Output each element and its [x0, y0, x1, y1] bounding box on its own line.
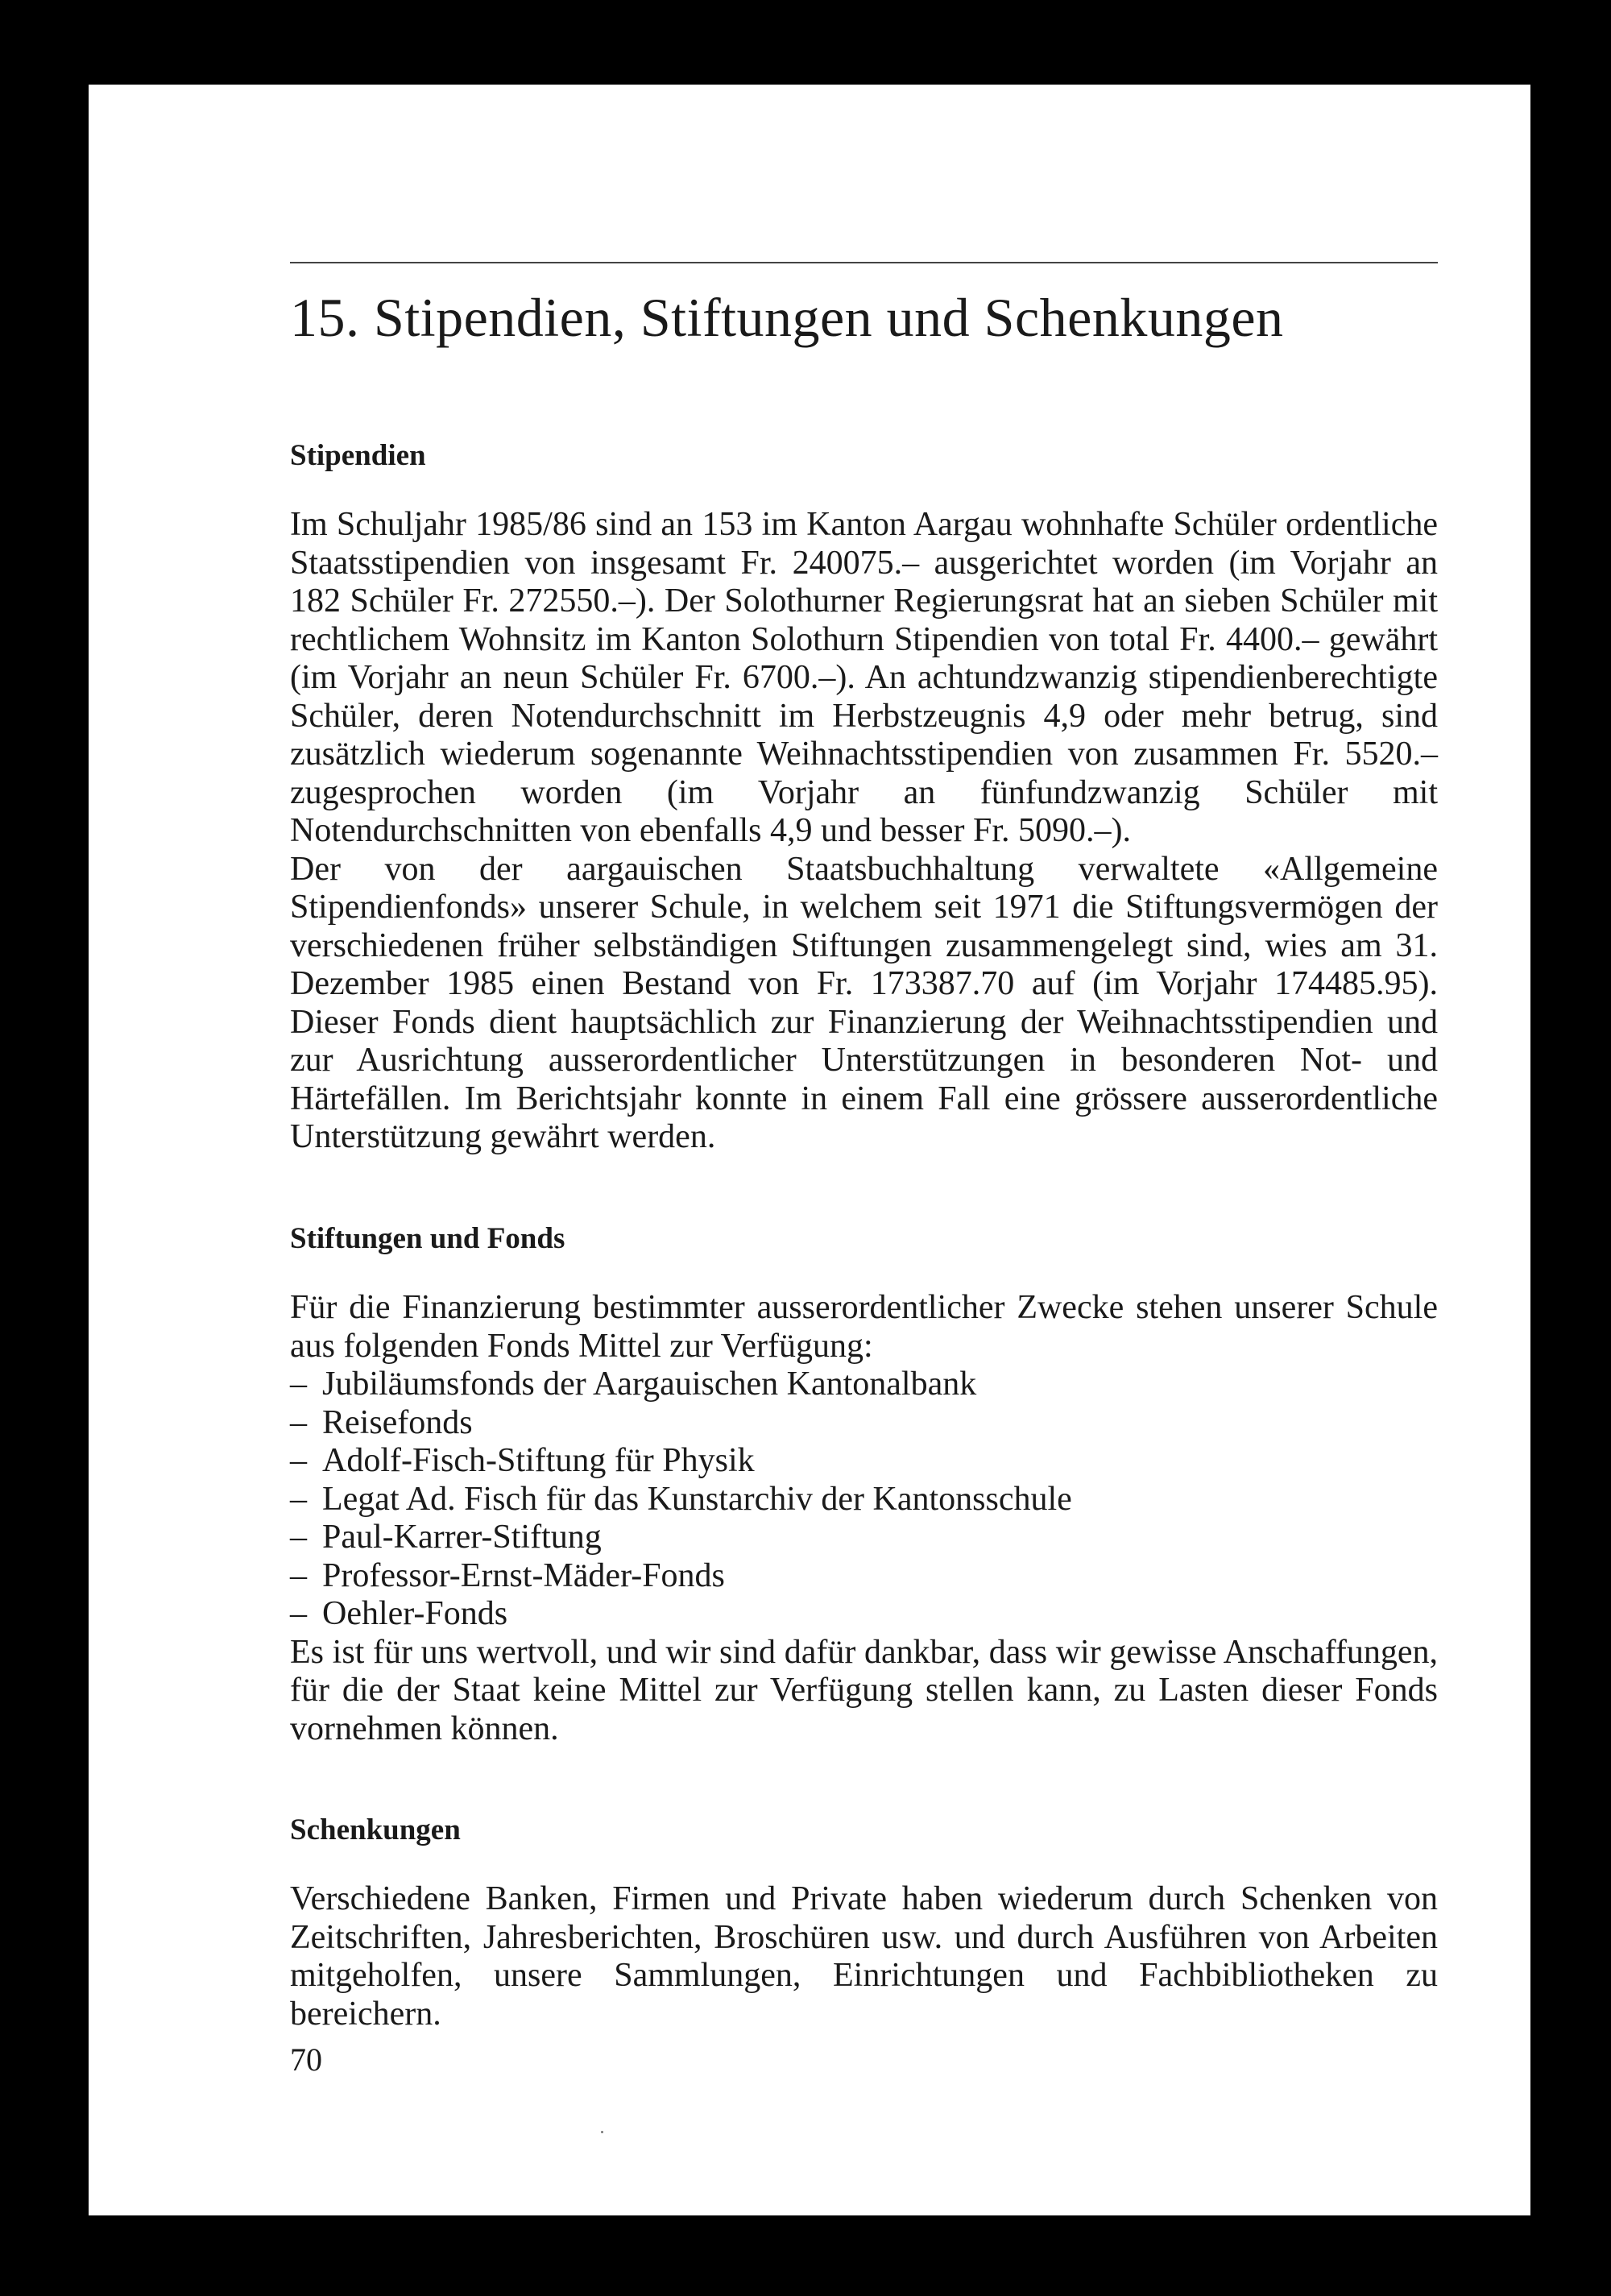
page-content — [290, 262, 1518, 2033]
scan-speck — [601, 2131, 603, 2133]
list-item — [290, 1557, 1438, 1596]
list-item-text: Reisefonds — [322, 1403, 473, 1441]
dash-marker: – — [290, 1595, 307, 1633]
page-number: 70 — [290, 2041, 322, 2078]
section-heading-stipendien: Stipendien — [290, 438, 426, 472]
list-item — [290, 1366, 1438, 1404]
stipendien-paragraph-1: Im Schuljahr 1985/86 sind an 153 im Kanton Aargau wohnhafte Schüler ordentliche Staatsstipendien von insgesamt Fr. 240075.– ausgerichtet worden (im Vorjahr an 182 Schüler Fr. 272550.–). Der Solothurner Regierungsrat hat an sieben Schüler mit rechtlichem Wohnsitz im Kanton Solothurn Stipendien von total Fr. 4400.– gewährt (im Vorjahr an neun Schüler Fr. 6700.–). An achtundzwanzig stipendienberechtigte Schüler, deren Notendurchschnitt im Herbstzeugnis 4,9 oder mehr betrug, sind zusätzlich wiederum sogenannte Weihnachtsstipendien von zusammen Fr. 5520.– zugesprochen worden (im Vorjahr an fünfundzwanzig Schüler mit Notendurchschnitten von ebenfalls 4,9 und besser Fr. 5090.–). — [290, 506, 1438, 850]
stipendien-paragraph-2: Der von der aargauischen Staatsbuchhaltung verwaltete «Allgemeine Stipendienfonds» unserer Schule, in welchem seit 1971 die Stiftungsvermögen der verschiedenen früher selbständigen Stiftungen zusammengelegt sind, wies am 31. Dezember 1985 einen Bestand von Fr. 173387.70 auf (im Vorjahr 174485.95). Dieser Fonds dient hauptsächlich zur Finanzierung der Weihnachtsstipendien und zur Ausrichtung ausserordentlicher Unterstützungen in besonderen Not- und Härtefällen. Im Berichtsjahr konnte in einem Fall eine grössere ausserordentliche Unterstützung gewährt werden. — [290, 850, 1438, 1156]
list-item — [290, 1404, 1438, 1443]
list-item — [290, 1481, 1438, 1519]
document-page — [89, 85, 1530, 2215]
dash-marker: – — [290, 1442, 307, 1480]
dash-marker: – — [290, 1519, 307, 1556]
list-item — [290, 1442, 1438, 1481]
dash-marker: – — [290, 1403, 307, 1441]
schenkungen-paragraph: Verschiedene Banken, Firmen und Private haben wiederum durch Schenken von Zeitschriften, Jahresberichten, Broschüren usw. und durch Ausführen von Arbeiten mitgeholfen, unsere Sammlungen, Einrichtungen und Fachbibliotheken zu bereichern. — [290, 1880, 1438, 2033]
list-item-text: Jubiläumsfonds der Aargauischen Kantonalbank — [322, 1366, 977, 1403]
section-heading-schenkungen: Schenkungen — [290, 1813, 461, 1847]
list-item-text: Adolf-Fisch-Stiftung für Physik — [322, 1442, 755, 1480]
section-heading-stiftungen: Stiftungen und Fonds — [290, 1221, 565, 1255]
list-item — [290, 1519, 1438, 1557]
chapter-rule — [290, 262, 1438, 263]
list-item-text: Oehler-Fonds — [322, 1595, 508, 1633]
list-item-text: Legat Ad. Fisch für das Kunstarchiv der Kantonsschule — [322, 1480, 1072, 1518]
fonds-list — [290, 1366, 1438, 1634]
chapter-title: 15. Stipendien, Stiftungen und Schenkungen — [290, 287, 1284, 348]
dash-marker: – — [290, 1480, 307, 1518]
stiftungen-intro: Für die Finanzierung bestimmter ausserordentlicher Zwecke stehen unserer Schule aus folgenden Fonds Mittel zur Verfügung: — [290, 1289, 1438, 1365]
list-item-text: Professor-Ernst-Mäder-Fonds — [322, 1556, 725, 1594]
stiftungen-closing: Es ist für uns wertvoll, und wir sind dafür dankbar, dass wir gewisse Anschaffungen, für die der Staat keine Mittel zur Verfügung stellen kann, zu Lasten dieser Fonds vornehmen können. — [290, 1633, 1438, 1747]
dash-marker: – — [290, 1366, 307, 1403]
list-item — [290, 1595, 1438, 1634]
list-item-text: Paul-Karrer-Stiftung — [322, 1519, 602, 1556]
dash-marker: – — [290, 1556, 307, 1594]
